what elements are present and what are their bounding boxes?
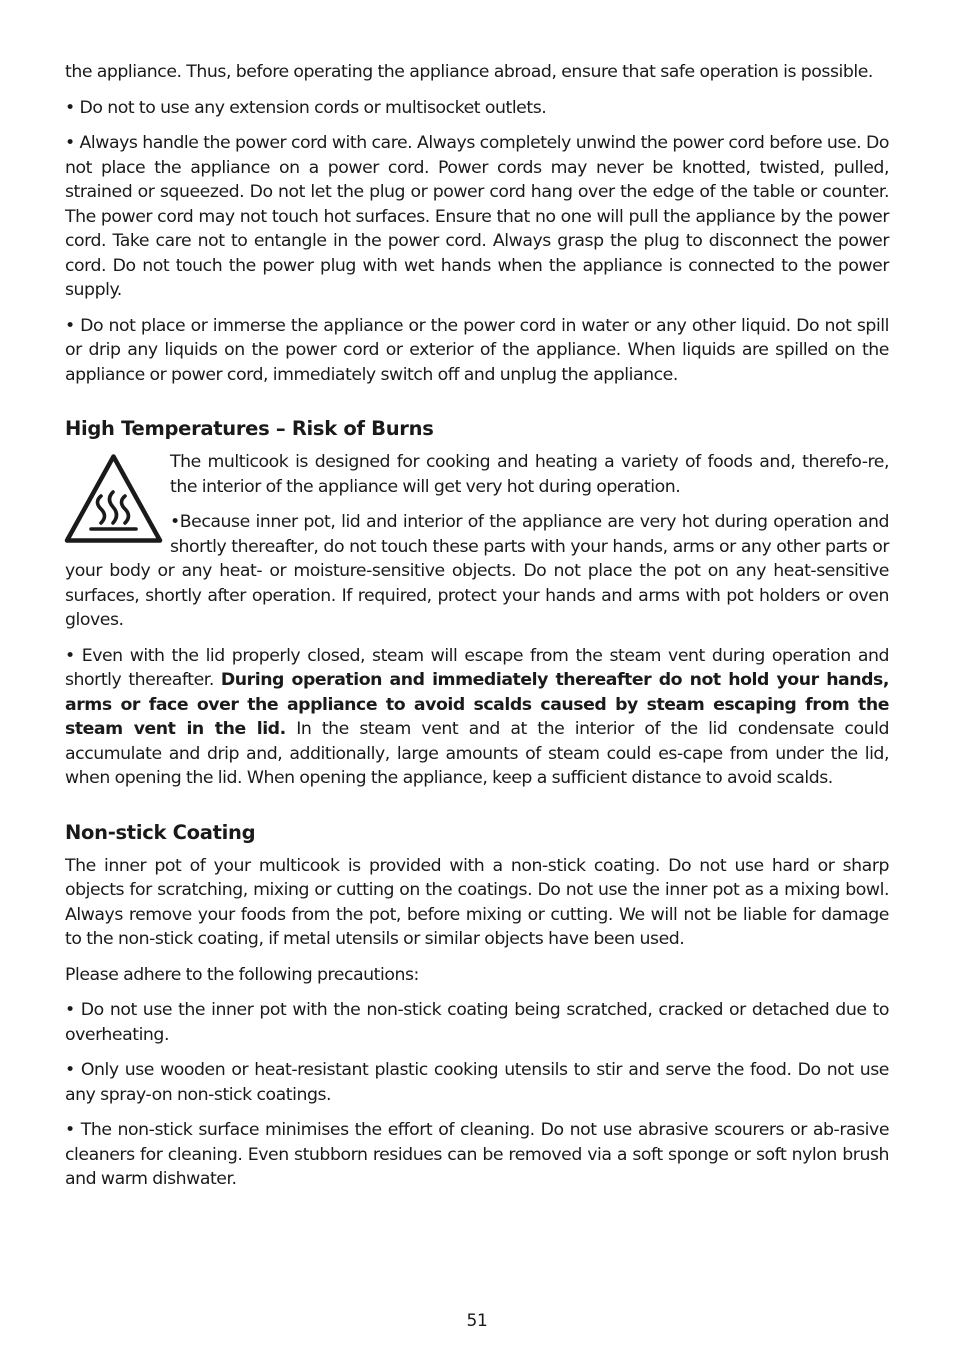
extension-cord-bullet: • Do not to use any extension cords or multisocket outlets. (65, 97, 547, 118)
non-stick-heading: Non-stick Coating (65, 820, 256, 844)
precautions-intro: Please adhere to the following precautions: (65, 964, 419, 985)
high-temp-intro: The multicook is designed for cooking and heating a variety of foods and, therefo-re, the interior of the appliance will get very hot during operation. (170, 452, 889, 497)
liquid-immersion-bullet: • Do not place or immerse the appliance or the power cord in water or any other liquid. Do not spill or drip any liquids on the power cord or exterior of the appliance. When liquids are spilled on the appliance or power cord, immediately switch off and unplug the appliance. (65, 315, 889, 385)
utensils-bullet: • Only use wooden or heat-resistant plastic cooking utensils to stir and serve the food. Do not use any spray-on non-stick coatings. (65, 1060, 889, 1105)
manual-page-content (65, 60, 889, 1203)
steam-scald-warning: During operation and immediately thereafter do not hold your hands, arms or face over the appliance to avoid scalds caused by steam escaping from the steam vent in the lid. (65, 670, 889, 739)
steam-bullet-start: • Even with the lid properly closed, steam will escape from the steam vent during operation and shortly thereafter. (65, 645, 889, 690)
damaged-pot-bullet: • Do not use the inner pot with the non-stick coating being scratched, cracked or detached due to overheating. (65, 1000, 889, 1045)
intro-paragraph: the appliance. Thus, before operating the appliance abroad, ensure that safe operation is possible. (65, 62, 873, 82)
steam-bullet-end: In the steam vent and at the interior of the lid condensate could accumulate and drip and, additionally, large amounts of steam could es-cape from under the lid, when opening the lid. When opening the appliance, keep a sufficient distance to avoid scalds. (65, 719, 889, 788)
hot-parts-bullet: •Because inner pot, lid and interior of the appliance are very hot during operation and shortly thereafter, do not touch these parts with your hands, arms or any other parts or your body or any heat- or moisture-sensitive objects. Do not place the pot on any heat-sensitive surfaces, shortly after operation. If required, protect your hands and arms with pot holders or oven gloves. (65, 512, 889, 630)
power-cord-handling-bullet: • Always handle the power cord with care. Always completely unwind the power cord before use. Do not place the appliance on a power cord. Power cords may never be knotted, twisted, pulled, strained or squeezed. Do not let the plug or power cord hang over the edge of the table or counter. The power cord may not touch hot surfaces. Ensure that no one will pull the appliance by the power cord. Take care not to entangle in the power cord. Always grasp the plug to disconnect the power cord. Do not touch the power plug with wet hands when the appliance is connected to the power supply. (65, 133, 889, 300)
non-stick-intro: The inner pot of your multicook is provided with a non-stick coating. Do not use hard or sharp objects for scratching, mixing or cutting on the coatings. Do not use the inner pot as a mixing bowl. Always remove your foods from the pot, before mixing or cutting. We will not be liable for damage to the non-stick coating, if metal utensils or similar objects have been used. (65, 855, 889, 949)
hot-surface-warning-icon (63, 452, 164, 545)
high-temperatures-heading: High Temperatures – Risk of Burns (65, 417, 434, 440)
cleaning-bullet: • The non-stick surface minimises the effort of cleaning. Do not use abrasive scourers or ab-rasive cleaners for cleaning. Even stubborn residues can be removed via a soft sponge or soft nylon brush and warm dishwater. (65, 1120, 889, 1189)
page-number: 51 (466, 1311, 488, 1331)
steam-vent-bullet (65, 644, 889, 791)
